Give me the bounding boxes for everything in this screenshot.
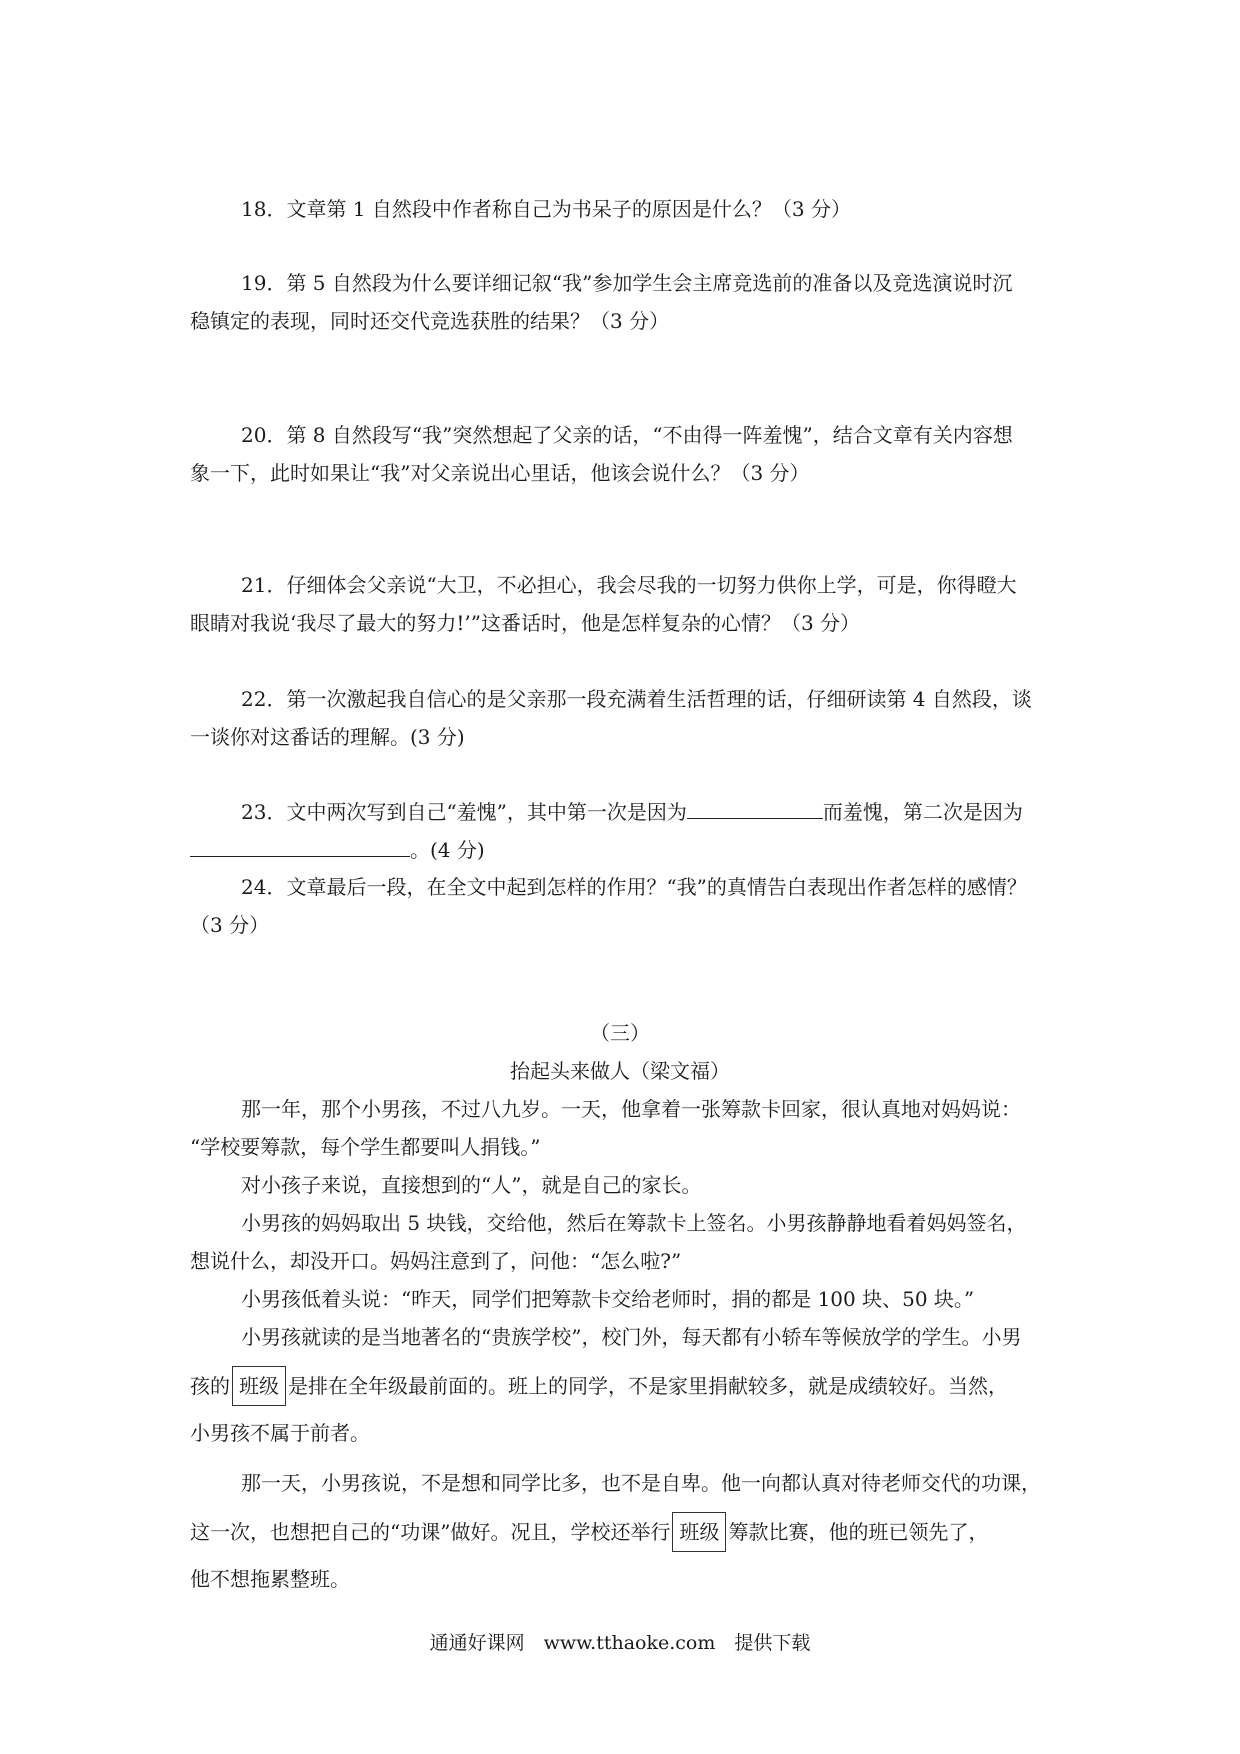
paragraph-2: 对小孩子来说，直接想到的“人”，就是自己的家长。 — [241, 1173, 702, 1197]
question-21-line-1: 21．仔细体会父亲说“大卫，不必担心，我会尽我的一切努力供你上学，可是，你得瞪大 — [241, 573, 1017, 597]
paragraph-6-line-2 — [190, 1512, 1060, 1552]
paragraph-3-line-2: 想说什么，却没开口。妈妈注意到了，问他：“怎么啦?” — [190, 1249, 682, 1273]
paragraph-5-line-3: 小男孩不属于前者。 — [190, 1421, 370, 1445]
paragraph-6-line-3: 他不想拖累整班。 — [190, 1567, 350, 1591]
question-18: 18．文章第 1 自然段中作者称自己为书呆子的原因是什么？（3 分） — [241, 197, 851, 221]
answer-blank-1[interactable] — [687, 798, 823, 819]
paragraph-6-text-b: 筹款比赛，他的班已领先了， — [728, 1520, 989, 1544]
question-21-line-2: 眼睛对我说‘我尽了最大的努力!’”这番话时，他是怎样复杂的心情？（3 分） — [190, 611, 861, 635]
passage-title: 抬起头来做人（梁文福） — [510, 1059, 730, 1083]
question-20-line-1: 20．第 8 自然段写“我”突然想起了父亲的话，“不由得一阵羞愧”，结合文章有关内容想 — [241, 423, 1013, 447]
paragraph-5-line-2 — [190, 1366, 1060, 1406]
question-20-line-2: 象一下，此时如果让“我”对父亲说出心里话，他该会说什么？（3 分） — [190, 461, 810, 485]
question-23-text-a: 23．文中两次写到自己“羞愧”，其中第一次是因为 — [241, 800, 687, 824]
boxed-word-1: 班级 — [232, 1366, 286, 1406]
paragraph-1-line-1: 那一年，那个小男孩，不过八九岁。一天，他拿着一张筹款卡回家，很认真地对妈妈说： — [241, 1097, 1021, 1121]
question-24-line-2: （3 分） — [190, 913, 270, 937]
paragraph-1-line-2: “学校要筹款，每个学生都要叫人捐钱。” — [190, 1135, 541, 1159]
question-23-line-1 — [241, 798, 1111, 825]
question-22-line-1: 22．第一次激起我自信心的是父亲那一段充满着生活哲理的话，仔细研读第 4 自然段，谈 — [241, 687, 1032, 711]
question-22-line-2: 一谈你对这番话的理解。(3 分) — [190, 725, 465, 749]
question-19-line-1: 19．第 5 自然段为什么要详细记叙“我”参加学生会主席竞选前的准备以及竞选演说时沉 — [241, 271, 1013, 295]
question-23-text-c: 。(4 分) — [410, 838, 485, 862]
paragraph-6-line-1: 那一天，小男孩说，不是想和同学比多，也不是自卑。他一向都认真对待老师交代的功课， — [241, 1471, 1041, 1495]
section-number: （三） — [590, 1021, 650, 1045]
answer-blank-2[interactable] — [190, 836, 410, 857]
boxed-word-2: 班级 — [672, 1512, 726, 1552]
paragraph-5-text-b: 是排在全年级最前面的。班上的同学，不是家里捐献较多，就是成绩较好。当然， — [288, 1374, 1008, 1398]
question-24-line-1: 24．文章最后一段，在全文中起到怎样的作用？“我”的真情告白表现出作者怎样的感情？ — [241, 875, 1027, 899]
question-19-line-2: 稳镇定的表现，同时还交代竞选获胜的结果？（3 分） — [190, 309, 670, 333]
question-23-line-2 — [190, 836, 1060, 863]
paragraph-6-text-a: 这一次，也想把自己的“功课”做好。况且，学校还举行 — [190, 1520, 671, 1544]
page-footer: 通通好课网 www.tthaoke.com 提供下载 — [429, 1632, 811, 1654]
paragraph-5-text-a: 孩的 — [190, 1374, 230, 1398]
paragraph-4: 小男孩低着头说：“昨天，同学们把筹款卡交给老师时，捐的都是 100 块、50 块。” — [241, 1287, 975, 1311]
paragraph-3-line-1: 小男孩的妈妈取出 5 块钱，交给他，然后在筹款卡上签名。小男孩静静地看着妈妈签名， — [241, 1211, 1027, 1235]
question-23-text-b: 而羞愧，第二次是因为 — [822, 800, 1023, 824]
paragraph-5-line-1: 小男孩就读的是当地著名的“贵族学校”，校门外，每天都有小轿车等候放学的学生。小男 — [241, 1325, 1022, 1349]
